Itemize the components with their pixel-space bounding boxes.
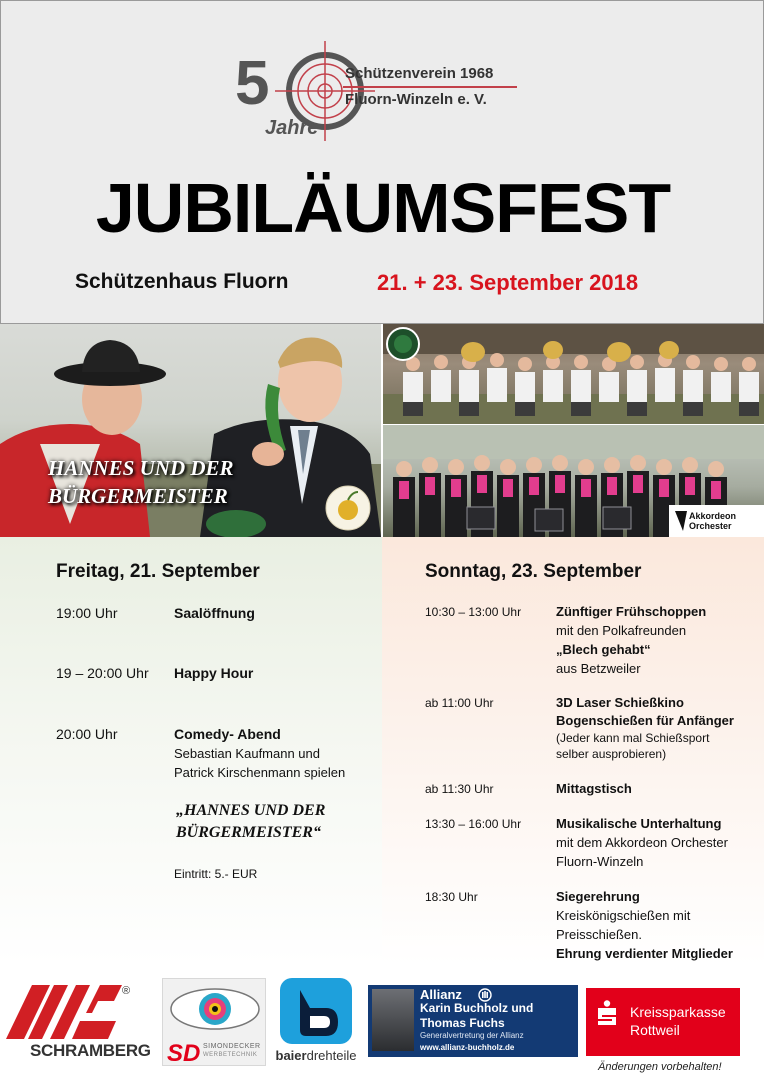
sd-monogram-icon [167, 1039, 203, 1065]
event-detail: „Blech gehabt“ [556, 642, 651, 657]
entry-price: Eintritt: 5.- EUR [174, 867, 258, 881]
show-title-line2: BÜRGERMEISTER“ [176, 824, 321, 841]
event-title: Mittagstisch [556, 781, 632, 796]
baier-brand-rest: drehteile [306, 1048, 357, 1063]
comedy-caption [48, 454, 234, 510]
sd-subtitle: WERBETECHNIK [203, 1052, 258, 1058]
svg-text:SD: SD [167, 1040, 201, 1065]
agents-photo [372, 989, 414, 1051]
event-time: ab 11:00 Uhr [425, 696, 494, 710]
show-title-line1: „HANNES UND DER [176, 802, 326, 819]
show-title [176, 800, 325, 844]
kss-location: Rottweil [630, 1022, 680, 1038]
event-detail: mit den Polkafreunden [556, 623, 687, 638]
orchestra-logo-line2: Orchester [689, 521, 732, 531]
allianz-brand: Allianz [420, 987, 462, 1002]
event-detail: Preisschießen. [556, 927, 642, 942]
orchestra-logo-line1: Akkordeon [689, 511, 737, 521]
allianz-subtitle: Generalvertretung der Allianz [420, 1031, 524, 1040]
logo-jahre: Jahre [265, 117, 319, 139]
club-name-line2: Fluorn-Winzeln e. V. [345, 91, 487, 108]
event-detail: Sebastian Kaufmann und [174, 746, 320, 761]
event-title: Saalöffnung [174, 605, 255, 621]
event-time: 13:30 – 16:00 Uhr [425, 817, 522, 831]
ms-brand-name: SCHRAMBERG [30, 1041, 151, 1060]
logo-digit-five: 5 [235, 49, 270, 118]
event-time: 20:00 Uhr [56, 726, 118, 742]
event-detail: Bogenschießen für Anfänger [556, 713, 734, 728]
event-title: Zünftiger Frühschoppen [556, 604, 707, 619]
sponsor-ms-schramberg [6, 985, 158, 1063]
kss-name: Kreissparkasse [630, 1004, 726, 1020]
sunday-program [382, 537, 764, 965]
event-time: 10:30 – 13:00 Uhr [425, 605, 522, 619]
logo-rule [343, 86, 517, 88]
allianz-agent-names: Karin Buchholz und Thomas Fuchs [420, 1001, 534, 1030]
brass-band-illustration [383, 324, 764, 424]
brass-band-photo [383, 324, 764, 424]
club-logo [233, 29, 533, 147]
event-title: 3D Laser Schießkino [556, 695, 684, 710]
event-detail: Ehrung verdienter Mitglieder [556, 946, 733, 961]
sponsor-allianz [368, 985, 578, 1057]
page-title: JUBILÄUMSFEST [95, 169, 671, 247]
comedy-photo [0, 324, 381, 537]
event-title: Comedy- Abend [174, 726, 281, 742]
ms-registered-mark: ® [122, 985, 131, 997]
event-detail: selber ausprobieren) [556, 747, 667, 761]
event-dates: 21. + 23. September 2018 [377, 270, 639, 295]
baier-logo-icon [270, 978, 362, 1044]
event-detail: Kreiskönigschießen mit [556, 908, 691, 923]
baier-brand-bold: baier [275, 1048, 307, 1063]
event-detail: Patrick Kirschenmann spielen [174, 765, 346, 780]
event-time: 19 – 20:00 Uhr [56, 665, 149, 681]
allianz-url: www.allianz-buchholz.de [420, 1043, 515, 1052]
eye-logo-icon [163, 979, 267, 1041]
venue-label: Schützenhaus Fluorn [75, 270, 289, 293]
disclaimer-note: Änderungen vorbehalten! [598, 1061, 722, 1073]
accordion-orchestra-photo [383, 425, 764, 537]
event-time: 19:00 Uhr [56, 605, 118, 621]
sparkasse-s-icon [596, 1000, 618, 1026]
event-detail: mit dem Akkordeon Orchester [556, 835, 728, 850]
comedy-caption-line2: BÜRGERMEISTER [48, 484, 228, 508]
accordion-orchestra-illustration [383, 425, 764, 537]
friday-title: Freitag, 21. September [56, 561, 260, 582]
event-detail: (Jeder kann mal Schießsport [556, 731, 710, 745]
allianz-eagle-icon [478, 988, 492, 1002]
event-time: 18:30 Uhr [425, 890, 478, 904]
sponsor-kreissparkasse [586, 988, 740, 1056]
sunday-title: Sonntag, 23. September [425, 561, 642, 582]
comedy-caption-line1: HANNES UND DER [48, 456, 234, 480]
sd-name: SIMONDECKER [203, 1043, 261, 1050]
event-detail: Fluorn-Winzeln [556, 854, 644, 869]
event-detail: aus Betzweiler [556, 661, 641, 676]
ms-logo-icon [6, 985, 130, 1039]
event-title: Happy Hour [174, 665, 254, 681]
poster-header [0, 0, 764, 324]
club-name-line1: Schützenverein 1968 [345, 65, 494, 82]
sponsor-baier-drehteile [270, 978, 362, 1066]
sponsor-simon-decker [162, 978, 266, 1066]
friday-program [0, 537, 382, 965]
event-title: Siegerehrung [556, 889, 640, 904]
baier-brand-name [270, 1048, 362, 1063]
event-time: ab 11:30 Uhr [425, 782, 494, 796]
event-title: Musikalische Unterhaltung [556, 816, 722, 831]
